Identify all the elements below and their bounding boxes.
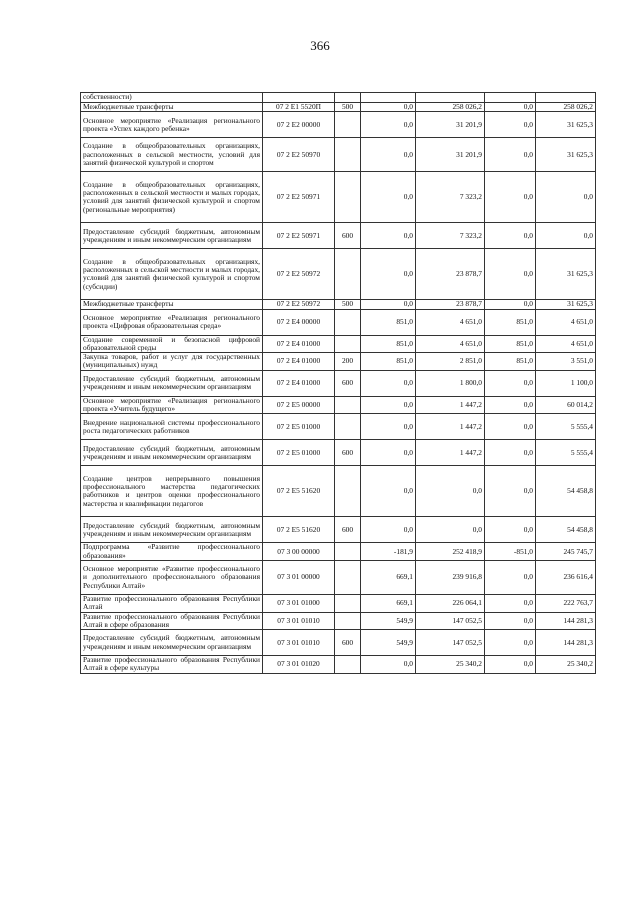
row-value-4: 25 340,2 bbox=[536, 656, 596, 674]
row-type bbox=[335, 656, 361, 674]
row-code: 07 2 E5 01000 bbox=[263, 440, 335, 466]
table-row bbox=[81, 517, 596, 543]
row-value-4: 31 625,3 bbox=[536, 112, 596, 138]
row-value-2: 226 064,1 bbox=[416, 594, 485, 612]
table-row bbox=[81, 223, 596, 249]
table-row bbox=[81, 440, 596, 466]
table-row bbox=[81, 300, 596, 309]
row-name: Основное мероприятие «Реализация регионального проекта «Успех каждого ребенка» bbox=[81, 112, 263, 138]
row-value-2: 7 323,2 bbox=[416, 172, 485, 223]
row-name: Межбюджетные трансферты bbox=[81, 103, 263, 112]
row-value-4: 245 745,7 bbox=[536, 543, 596, 561]
row-value-4: 31 625,3 bbox=[536, 138, 596, 172]
row-value-3 bbox=[485, 93, 536, 103]
row-name: Основное мероприятие «Реализация регионального проекта «Учитель будущего» bbox=[81, 396, 263, 414]
row-value-2: 252 418,9 bbox=[416, 543, 485, 561]
table-row bbox=[81, 560, 596, 594]
row-code: 07 2 E5 51620 bbox=[263, 466, 335, 517]
row-value-3: 0,0 bbox=[485, 103, 536, 112]
row-code: 07 2 E5 01000 bbox=[263, 414, 335, 440]
row-value-1: 0,0 bbox=[361, 112, 416, 138]
row-value-1: 851,0 bbox=[361, 353, 416, 371]
row-value-3: 0,0 bbox=[485, 112, 536, 138]
row-value-1: 0,0 bbox=[361, 440, 416, 466]
row-value-1: 0,0 bbox=[361, 103, 416, 112]
row-code: 07 2 E4 00000 bbox=[263, 309, 335, 335]
table-row bbox=[81, 630, 596, 656]
row-code: 07 2 E5 00000 bbox=[263, 396, 335, 414]
table-row bbox=[81, 656, 596, 674]
row-code: 07 3 01 01020 bbox=[263, 656, 335, 674]
row-name: Предоставление субсидий бюджетным, автономным учреждениям и иным некоммерческим организациям bbox=[81, 223, 263, 249]
row-value-1: 0,0 bbox=[361, 138, 416, 172]
row-code: 07 2 E2 00000 bbox=[263, 112, 335, 138]
row-value-1: 0,0 bbox=[361, 396, 416, 414]
row-type bbox=[335, 335, 361, 353]
row-value-1: 0,0 bbox=[361, 172, 416, 223]
row-type: 600 bbox=[335, 440, 361, 466]
row-value-3: 0,0 bbox=[485, 560, 536, 594]
row-type: 600 bbox=[335, 630, 361, 656]
row-type bbox=[335, 112, 361, 138]
row-value-4: 144 281,3 bbox=[536, 612, 596, 630]
row-value-3: 0,0 bbox=[485, 414, 536, 440]
row-name: Основное мероприятие «Развитие профессионального и дополнительного профессионального образования Республики Алтай» bbox=[81, 560, 263, 594]
row-type bbox=[335, 138, 361, 172]
row-name: Создание в общеобразовательных организациях, расположенных в сельской местности и малых городах, условий для занятий физической культурой и спортом (субсидии) bbox=[81, 249, 263, 300]
table-row bbox=[81, 353, 596, 371]
row-type bbox=[335, 466, 361, 517]
row-value-2: 0,0 bbox=[416, 517, 485, 543]
row-type bbox=[335, 249, 361, 300]
row-value-4: 4 651,0 bbox=[536, 309, 596, 335]
row-type: 200 bbox=[335, 353, 361, 371]
row-type: 600 bbox=[335, 370, 361, 396]
row-value-1: 0,0 bbox=[361, 249, 416, 300]
table-row bbox=[81, 612, 596, 630]
table-row bbox=[81, 543, 596, 561]
row-name: Создание современной и безопасной цифровой образовательной среды bbox=[81, 335, 263, 353]
row-value-1 bbox=[361, 93, 416, 103]
row-value-3: 851,0 bbox=[485, 335, 536, 353]
page-number: 366 bbox=[310, 38, 330, 53]
row-value-2: 31 201,9 bbox=[416, 112, 485, 138]
row-value-3: -851,0 bbox=[485, 543, 536, 561]
row-value-3: 0,0 bbox=[485, 396, 536, 414]
row-code: 07 2 E4 01000 bbox=[263, 370, 335, 396]
row-value-3: 0,0 bbox=[485, 300, 536, 309]
row-value-2: 4 651,0 bbox=[416, 309, 485, 335]
row-value-4: 0,0 bbox=[536, 172, 596, 223]
row-code: 07 3 01 01010 bbox=[263, 630, 335, 656]
row-name: Предоставление субсидий бюджетным, автономным учреждениям и иным некоммерческим организациям bbox=[81, 440, 263, 466]
row-value-2: 7 323,2 bbox=[416, 223, 485, 249]
table-row bbox=[81, 370, 596, 396]
row-code: 07 2 E2 50970 bbox=[263, 138, 335, 172]
row-code: 07 2 E2 50972 bbox=[263, 300, 335, 309]
table-row bbox=[81, 249, 596, 300]
row-code: 07 2 E5 51620 bbox=[263, 517, 335, 543]
table-row bbox=[81, 93, 596, 103]
table-row bbox=[81, 309, 596, 335]
row-name: Основное мероприятие «Реализация регионального проекта «Цифровая образовательная среда» bbox=[81, 309, 263, 335]
row-type: 600 bbox=[335, 223, 361, 249]
row-type bbox=[335, 612, 361, 630]
row-value-4: 60 014,2 bbox=[536, 396, 596, 414]
row-code: 07 3 01 00000 bbox=[263, 560, 335, 594]
budget-table bbox=[80, 92, 596, 674]
table-row bbox=[81, 103, 596, 112]
row-value-2: 1 447,2 bbox=[416, 396, 485, 414]
row-value-2: 147 052,5 bbox=[416, 630, 485, 656]
table-row bbox=[81, 112, 596, 138]
row-name: Закупка товаров, работ и услуг для государственных (муниципальных) нужд bbox=[81, 353, 263, 371]
row-value-3: 0,0 bbox=[485, 172, 536, 223]
row-type bbox=[335, 93, 361, 103]
table-row bbox=[81, 594, 596, 612]
row-value-3: 0,0 bbox=[485, 612, 536, 630]
row-name: собственности) bbox=[81, 93, 263, 103]
row-value-3: 851,0 bbox=[485, 353, 536, 371]
table-row bbox=[81, 396, 596, 414]
row-type bbox=[335, 414, 361, 440]
row-name: Создание в общеобразовательных организациях, расположенных в сельской местности и малых городах, условий для занятий физической культурой и спортом (региональные мероприятия) bbox=[81, 172, 263, 223]
row-value-2: 1 447,2 bbox=[416, 414, 485, 440]
row-value-3: 0,0 bbox=[485, 594, 536, 612]
row-value-2: 1 800,0 bbox=[416, 370, 485, 396]
row-type bbox=[335, 396, 361, 414]
row-name: Развитие профессионального образования Республики Алтай в сфере культуры bbox=[81, 656, 263, 674]
table-row bbox=[81, 414, 596, 440]
row-code: 07 2 E4 01000 bbox=[263, 353, 335, 371]
row-code: 07 3 00 00000 bbox=[263, 543, 335, 561]
row-value-3: 0,0 bbox=[485, 466, 536, 517]
row-value-1: 0,0 bbox=[361, 466, 416, 517]
row-value-1: 851,0 bbox=[361, 335, 416, 353]
row-code: 07 2 E1 5520П bbox=[263, 103, 335, 112]
row-name: Развитие профессионального образования Республики Алтай bbox=[81, 594, 263, 612]
table-row bbox=[81, 172, 596, 223]
row-code: 07 2 E2 50971 bbox=[263, 172, 335, 223]
row-value-1: 669,1 bbox=[361, 594, 416, 612]
row-value-4: 258 026,2 bbox=[536, 103, 596, 112]
row-value-3: 851,0 bbox=[485, 309, 536, 335]
row-value-4: 4 651,0 bbox=[536, 335, 596, 353]
row-type bbox=[335, 172, 361, 223]
row-value-4: 1 100,0 bbox=[536, 370, 596, 396]
row-value-1: 0,0 bbox=[361, 370, 416, 396]
row-value-2: 239 916,8 bbox=[416, 560, 485, 594]
row-name: Создание центров непрерывного повышения профессионального мастерства педагогических работников и центров оценки профессионального мастерства и квалификации педагогов bbox=[81, 466, 263, 517]
row-value-2: 258 026,2 bbox=[416, 103, 485, 112]
row-value-3: 0,0 bbox=[485, 517, 536, 543]
row-value-2 bbox=[416, 93, 485, 103]
row-value-1: 0,0 bbox=[361, 223, 416, 249]
row-value-4: 236 616,4 bbox=[536, 560, 596, 594]
row-type bbox=[335, 594, 361, 612]
row-value-2: 31 201,9 bbox=[416, 138, 485, 172]
row-value-4: 144 281,3 bbox=[536, 630, 596, 656]
row-value-4 bbox=[536, 93, 596, 103]
row-code: 07 3 01 01010 bbox=[263, 612, 335, 630]
row-type: 500 bbox=[335, 103, 361, 112]
row-value-4: 31 625,3 bbox=[536, 300, 596, 309]
row-type bbox=[335, 560, 361, 594]
row-value-4: 31 625,3 bbox=[536, 249, 596, 300]
row-code: 07 2 E2 50971 bbox=[263, 223, 335, 249]
row-value-2: 2 851,0 bbox=[416, 353, 485, 371]
row-code bbox=[263, 93, 335, 103]
row-type bbox=[335, 543, 361, 561]
row-value-1: 0,0 bbox=[361, 517, 416, 543]
row-type bbox=[335, 309, 361, 335]
table-row bbox=[81, 138, 596, 172]
table-row bbox=[81, 466, 596, 517]
row-name: Внедрение национальной системы профессионального роста педагогических работников bbox=[81, 414, 263, 440]
row-value-4: 222 763,7 bbox=[536, 594, 596, 612]
row-value-4: 54 458,8 bbox=[536, 466, 596, 517]
row-value-3: 0,0 bbox=[485, 656, 536, 674]
row-value-3: 0,0 bbox=[485, 138, 536, 172]
row-value-3: 0,0 bbox=[485, 370, 536, 396]
row-value-3: 0,0 bbox=[485, 440, 536, 466]
row-name: Подпрограмма «Развитие профессионального образования» bbox=[81, 543, 263, 561]
row-value-2: 23 878,7 bbox=[416, 300, 485, 309]
row-name: Предоставление субсидий бюджетным, автономным учреждениям и иным некоммерческим организациям bbox=[81, 630, 263, 656]
row-name: Межбюджетные трансферты bbox=[81, 300, 263, 309]
row-name: Предоставление субсидий бюджетным, автономным учреждениям и иным некоммерческим организациям bbox=[81, 517, 263, 543]
row-code: 07 2 E4 01000 bbox=[263, 335, 335, 353]
row-name: Развитие профессионального образования Республики Алтай в сфере образования bbox=[81, 612, 263, 630]
row-value-1: 0,0 bbox=[361, 300, 416, 309]
table-row bbox=[81, 335, 596, 353]
row-value-4: 0,0 bbox=[536, 223, 596, 249]
row-value-2: 147 052,5 bbox=[416, 612, 485, 630]
row-value-4: 5 555,4 bbox=[536, 414, 596, 440]
row-value-3: 0,0 bbox=[485, 223, 536, 249]
row-value-1: -181,9 bbox=[361, 543, 416, 561]
row-value-2: 23 878,7 bbox=[416, 249, 485, 300]
row-name: Предоставление субсидий бюджетным, автономным учреждениям и иным некоммерческим организациям bbox=[81, 370, 263, 396]
row-code: 07 2 E2 50972 bbox=[263, 249, 335, 300]
row-value-1: 851,0 bbox=[361, 309, 416, 335]
row-value-3: 0,0 bbox=[485, 249, 536, 300]
row-name: Создание в общеобразовательных организациях, расположенных в сельской местности, условий для занятий физической культурой и спортом bbox=[81, 138, 263, 172]
row-value-1: 549,9 bbox=[361, 612, 416, 630]
row-value-4: 5 555,4 bbox=[536, 440, 596, 466]
row-value-1: 669,1 bbox=[361, 560, 416, 594]
row-code: 07 3 01 01000 bbox=[263, 594, 335, 612]
row-value-1: 549,9 bbox=[361, 630, 416, 656]
row-type: 500 bbox=[335, 300, 361, 309]
row-value-1: 0,0 bbox=[361, 656, 416, 674]
row-value-4: 3 551,0 bbox=[536, 353, 596, 371]
row-value-3: 0,0 bbox=[485, 630, 536, 656]
row-value-4: 54 458,8 bbox=[536, 517, 596, 543]
row-value-2: 25 340,2 bbox=[416, 656, 485, 674]
row-type: 600 bbox=[335, 517, 361, 543]
row-value-2: 1 447,2 bbox=[416, 440, 485, 466]
row-value-2: 4 651,0 bbox=[416, 335, 485, 353]
row-value-2: 0,0 bbox=[416, 466, 485, 517]
row-value-1: 0,0 bbox=[361, 414, 416, 440]
